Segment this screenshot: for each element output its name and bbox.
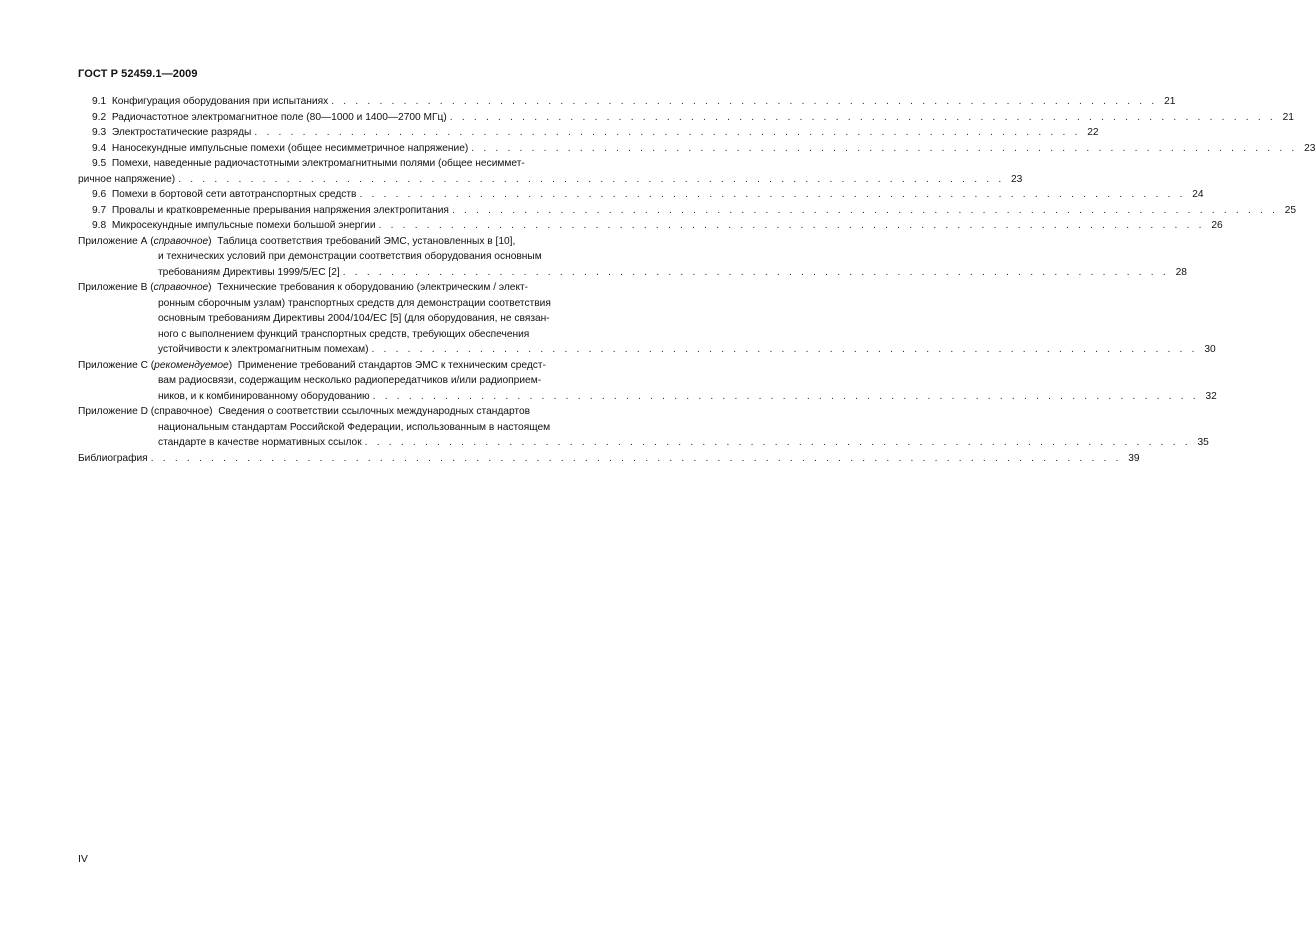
toc-entry-9-8[interactable] bbox=[78, 218, 1223, 234]
toc-page-number: 23 bbox=[1011, 173, 1023, 185]
toc-number: 9.5 bbox=[92, 158, 107, 169]
dot-leader: . . . . . . . . . . . . . . . . . . . . . . . . . . . . . . . . . . . . . . . . . . . . . . . . . . . . . . . . . . . . . . . . . . . . . bbox=[331, 96, 1158, 107]
appendix-title-continuation: и технических условий при демонстрации соответствия оборудования основным bbox=[158, 251, 542, 262]
appendix-title-continuation: стандарте в качестве нормативных ссылок bbox=[158, 437, 362, 448]
toc-page-number: 39 bbox=[1128, 452, 1140, 464]
appendix-status: справочное bbox=[154, 406, 210, 417]
toc-page-number: 21 bbox=[1282, 111, 1294, 123]
toc-title-continuation: ричное напряжение) bbox=[78, 173, 176, 185]
toc-number: 9.6 bbox=[92, 189, 107, 200]
dot-leader: . . . . . . . . . . . . . . . . . . . . . . . . . . . . . . . . . . . . . . . . . . . . . . . . . . . . . . . . . . . . . . . . . . . . . bbox=[471, 142, 1298, 154]
page-number: IV bbox=[78, 853, 88, 865]
toc-title: Микросекундные импульсные помехи большой энергии bbox=[111, 220, 376, 231]
toc-page-number: 32 bbox=[1205, 390, 1217, 402]
toc-entry-9-4[interactable] bbox=[78, 141, 1315, 157]
toc-title: Помехи, наведенные радиочастотными электромагнитными полями (общее несиммет- bbox=[111, 158, 525, 169]
dot-leader: . . . . . . . . . . . . . . . . . . . . . . . . . . . . . . . . . . . . . . . . . . . . . . . . . . . . . . . . . . . . . . . . . . . . . bbox=[372, 390, 1199, 402]
toc-title: Провалы и кратковременные прерывания напряжения электропитания bbox=[111, 204, 449, 216]
toc-entry-appendix-b[interactable] bbox=[78, 280, 1216, 358]
toc-entry-9-7[interactable] bbox=[78, 203, 1297, 219]
toc-title: Библиография bbox=[78, 452, 148, 464]
toc-page-number: 23 bbox=[1304, 142, 1315, 154]
appendix-prefix: Приложение В ( bbox=[78, 282, 154, 293]
toc-title: Наносекундные импульсные помехи (общее несимметричное напряжение) bbox=[111, 142, 469, 154]
toc-entry-bibliography[interactable] bbox=[78, 451, 1140, 467]
dot-leader: . . . . . . . . . . . . . . . . . . . . . . . . . . . . . . . . . . . . . . . . . . . . . . . . . . . . . . . . . . . . . . . . . . . . . bbox=[371, 344, 1198, 355]
dot-leader: . . . . . . . . . . . . . . . . . . . . . . . . . . . . . . . . . . . . . . . . . . . . . . . . . . . . . . . . . . . . . . . . . . . . . bbox=[378, 220, 1205, 231]
appendix-suffix: ) bbox=[208, 282, 212, 293]
appendix-title-continuation: вам радиосвязи, содержащим несколько радиопередатчиков и/или радиоприем- bbox=[158, 375, 542, 386]
toc-entry-9-1[interactable] bbox=[78, 94, 1176, 110]
toc-title: Конфигурация оборудования при испытаниях bbox=[111, 96, 329, 107]
document-header: ГОСТ Р 52459.1—2009 bbox=[78, 68, 198, 80]
dot-leader: . . . . . . . . . . . . . . . . . . . . . . . . . . . . . . . . . . . . . . . . . . . . . . . . . . . . . . . . . . . . . . . . . . . . . bbox=[451, 204, 1279, 216]
appendix-title-continuation: требованиям Директивы 1999/5/ЕС [2] bbox=[158, 266, 340, 278]
toc-title: Электростатические разряды bbox=[111, 127, 252, 138]
appendix-title-continuation: национальным стандартам Российской Федерации, использованным в настоящем bbox=[158, 421, 551, 433]
dot-leader: . . . . . . . . . . . . . . . . . . . . . . . . . . . . . . . . . . . . . . . . . . . . . . . . . . . . . . . . . . . . . . . . . . . . . . . . . . . . . . . . . bbox=[150, 452, 1122, 464]
toc-page-number: 35 bbox=[1197, 437, 1209, 448]
appendix-title-continuation: ронным сборочным узлам) транспортных средств для демонстрации соответствия bbox=[158, 297, 551, 309]
toc-page-number: 22 bbox=[1087, 127, 1099, 138]
table-of-contents bbox=[78, 94, 1315, 466]
toc-number: 9.2 bbox=[92, 111, 107, 123]
toc-number: 9.7 bbox=[92, 204, 107, 216]
toc-entry-appendix-d[interactable] bbox=[78, 404, 1209, 451]
appendix-title-continuation: основным требованиям Директивы 2004/104/ЕС [5] (для оборудования, не связан- bbox=[158, 313, 550, 324]
toc-page-number: 25 bbox=[1284, 204, 1297, 216]
toc-entry-appendix-a[interactable] bbox=[78, 234, 1187, 281]
appendix-prefix: Приложение С ( bbox=[78, 359, 155, 371]
toc-page-number: 24 bbox=[1192, 189, 1204, 200]
appendix-status: рекомендуемое bbox=[154, 359, 229, 371]
toc-page-number: 21 bbox=[1164, 96, 1176, 107]
appendix-status: справочное bbox=[153, 235, 209, 247]
appendix-title-continuation: ного с выполнением функций транспортных средств, требующих обеспечения bbox=[158, 328, 530, 340]
toc-entry-9-2[interactable] bbox=[78, 110, 1294, 126]
toc-page-number: 30 bbox=[1204, 344, 1216, 355]
toc-entry-9-6[interactable] bbox=[78, 187, 1204, 203]
toc-entry-appendix-c[interactable] bbox=[78, 358, 1217, 405]
appendix-suffix: ) bbox=[228, 359, 233, 371]
toc-number: 9.8 bbox=[92, 220, 107, 231]
appendix-suffix: ) bbox=[208, 235, 212, 247]
dot-leader: . . . . . . . . . . . . . . . . . . . . . . . . . . . . . . . . . . . . . . . . . . . . . . . . . . . . . . . . . . . . . . . . . . . . . bbox=[364, 437, 1191, 448]
toc-number: 9.1 bbox=[92, 96, 107, 107]
dot-leader: . . . . . . . . . . . . . . . . . . . . . . . . . . . . . . . . . . . . . . . . . . . . . . . . . . . . . . . . . . . . . . . . . . . . . bbox=[449, 111, 1276, 123]
dot-leader: . . . . . . . . . . . . . . . . . . . . . . . . . . . . . . . . . . . . . . . . . . . . . . . . . . . . . . . . . . . . . . . . . . . . . bbox=[254, 127, 1081, 138]
dot-leader: . . . . . . . . . . . . . . . . . . . . . . . . . . . . . . . . . . . . . . . . . . . . . . . . . . . . . . . . . . . . . . . . . . . . . bbox=[359, 189, 1186, 200]
appendix-prefix: Приложение А ( bbox=[78, 235, 154, 247]
appendix-title: Технические требования к оборудованию (электрическим / элект- bbox=[217, 282, 529, 293]
toc-title: Помехи в бортовой сети автотранспортных средств bbox=[111, 189, 357, 200]
appendix-title-continuation: ников, и к комбинированному оборудованию bbox=[158, 390, 370, 402]
toc-page-number: 26 bbox=[1211, 220, 1223, 231]
toc-number: 9.4 bbox=[92, 142, 107, 154]
appendix-title: Сведения о соответствии ссылочных международных стандартов bbox=[218, 406, 531, 417]
appendix-title: Таблица соответствия требований ЭМС, установленных в [10], bbox=[217, 235, 516, 247]
dot-leader: . . . . . . . . . . . . . . . . . . . . . . . . . . . . . . . . . . . . . . . . . . . . . . . . . . . . . . . . . . . . . . . . . . . . . bbox=[342, 266, 1169, 278]
toc-number: 9.3 bbox=[92, 127, 107, 138]
dot-leader: . . . . . . . . . . . . . . . . . . . . . . . . . . . . . . . . . . . . . . . . . . . . . . . . . . . . . . . . . . . . . . . . . . . . . bbox=[178, 173, 1005, 185]
appendix-title-continuation: устойчивости к электромагнитным помехам) bbox=[158, 344, 369, 355]
toc-title: Радиочастотное электромагнитное поле (80—1000 и 1400—2700 МГц) bbox=[111, 111, 447, 123]
appendix-prefix: Приложение D ( bbox=[78, 406, 155, 417]
appendix-title: Применение требований стандартов ЭМС к техническим средст- bbox=[237, 359, 546, 371]
appendix-status: справочное bbox=[153, 282, 209, 293]
appendix-suffix: ) bbox=[209, 406, 213, 417]
toc-entry-9-5[interactable] bbox=[78, 156, 1023, 187]
toc-page-number: 28 bbox=[1175, 266, 1187, 278]
toc-entry-9-3[interactable] bbox=[78, 125, 1099, 141]
